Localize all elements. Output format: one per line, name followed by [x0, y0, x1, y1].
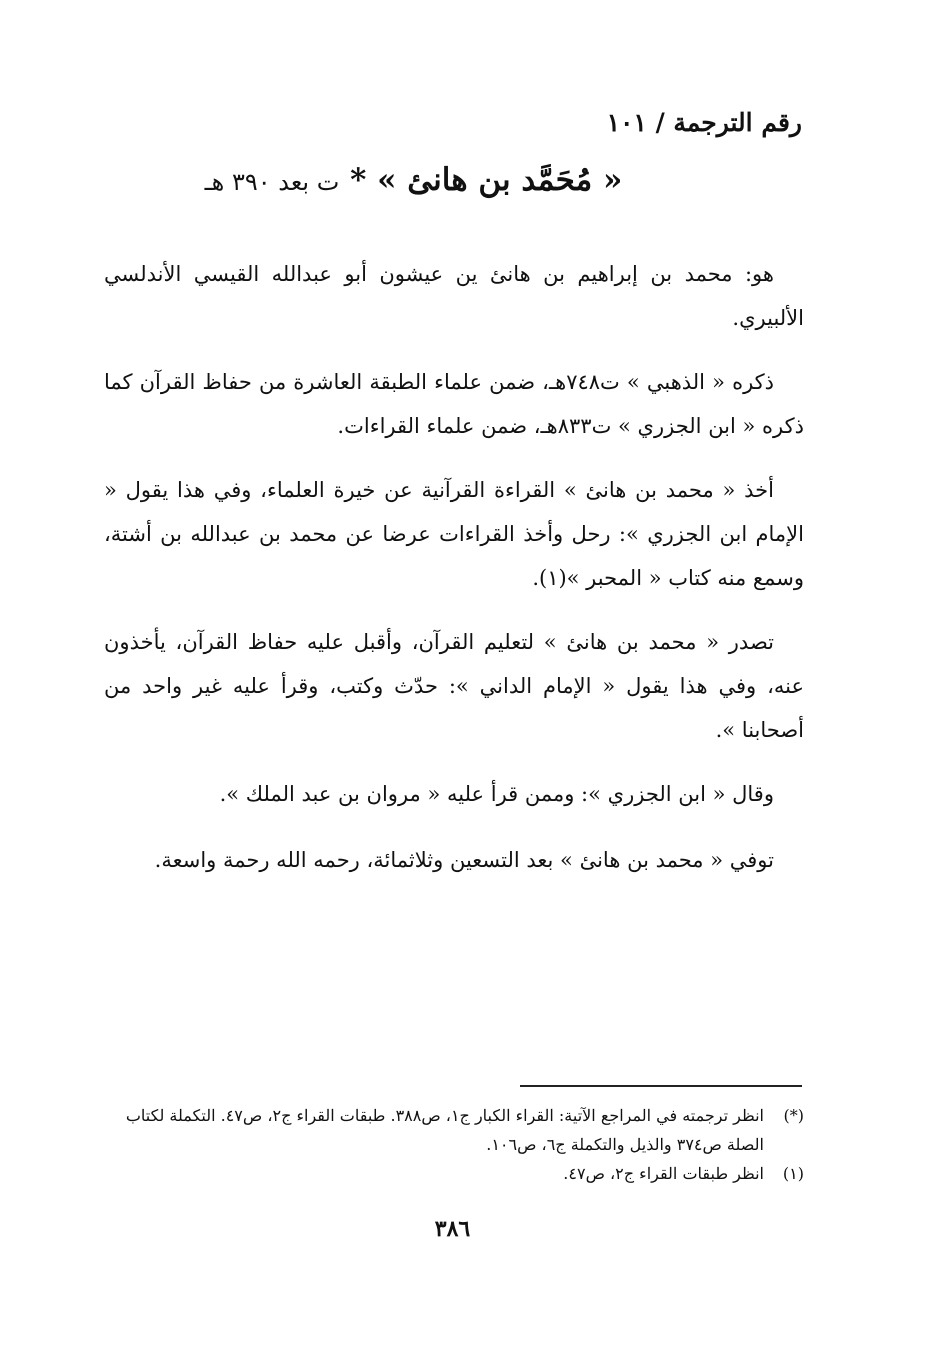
death-date: ت بعد ٣٩٠ هـ [204, 168, 340, 196]
subject-name: « مُحَمَّد بن هانئ » * [350, 162, 623, 198]
paragraph-identity: هو: محمد بن إبراهيم بن هانئ ين عيشون أبو عبدالله القيسي الأندلسي الألبيري. [104, 262, 804, 330]
footnote-text: انظر طبقات القراء ج٢، ص٤٧. [563, 1164, 764, 1183]
paragraph-sources: ذكره « الذهبي » ت٧٤٨هـ، ضمن علماء الطبقة العاشرة من حفاظ القرآن كما ذكره « ابن الجزري » ت٨٣٣هـ، ضمن علماء القراءات. [104, 370, 804, 438]
paragraph-teachers: أخذ « محمد بن هانئ » القراءة القرآنية عن خيرة العلماء، وفي هذا يقول « الإمام ابن الجزري »: رحل وأخذ القراءات عرضا عن محمد بن عبدالله بن أشتة، وسمع منه كتاب « المحبر »(١). [104, 478, 804, 590]
footnote-item [104, 1159, 804, 1188]
entry-number: رقم الترجمة / ١٠١ [606, 108, 802, 137]
entry-heading [0, 162, 925, 198]
footnote-divider [520, 1085, 802, 1087]
footnote-text: انظر ترجمته في المراجع الآتية: القراء الكبار ج١، ص٣٨٨. طبقات القراء ج٢، ص٤٧. التكملة لكتاب الصلة ص٣٧٤ والذيل والتكملة ج٦، ص١٠٦. [125, 1106, 764, 1154]
footnotes [104, 1101, 804, 1188]
footnote-item [104, 1101, 804, 1159]
biography-text [104, 252, 804, 904]
paragraph-students: وقال « ابن الجزري »: وممن قرأ عليه « مروان بن عبد الملك ». [219, 782, 774, 806]
footnote-marker: (١) [782, 1164, 804, 1183]
paragraph-death: توفي « محمد بن هانئ » بعد التسعين وثلاثمائة، رحمه الله رحمة واسعة. [154, 848, 774, 872]
page-number: ٣٨٦ [434, 1216, 471, 1242]
footnote-marker: (*) [783, 1106, 804, 1125]
paragraph-teaching: تصدر « محمد بن هانئ » لتعليم القرآن، وأقبل عليه حفاظ القرآن، يأخذون عنه، وفي هذا يقول « الإمام الداني »: حدّث وكتب، وقرأ عليه غير واحد من أصحابنا ». [104, 630, 804, 742]
